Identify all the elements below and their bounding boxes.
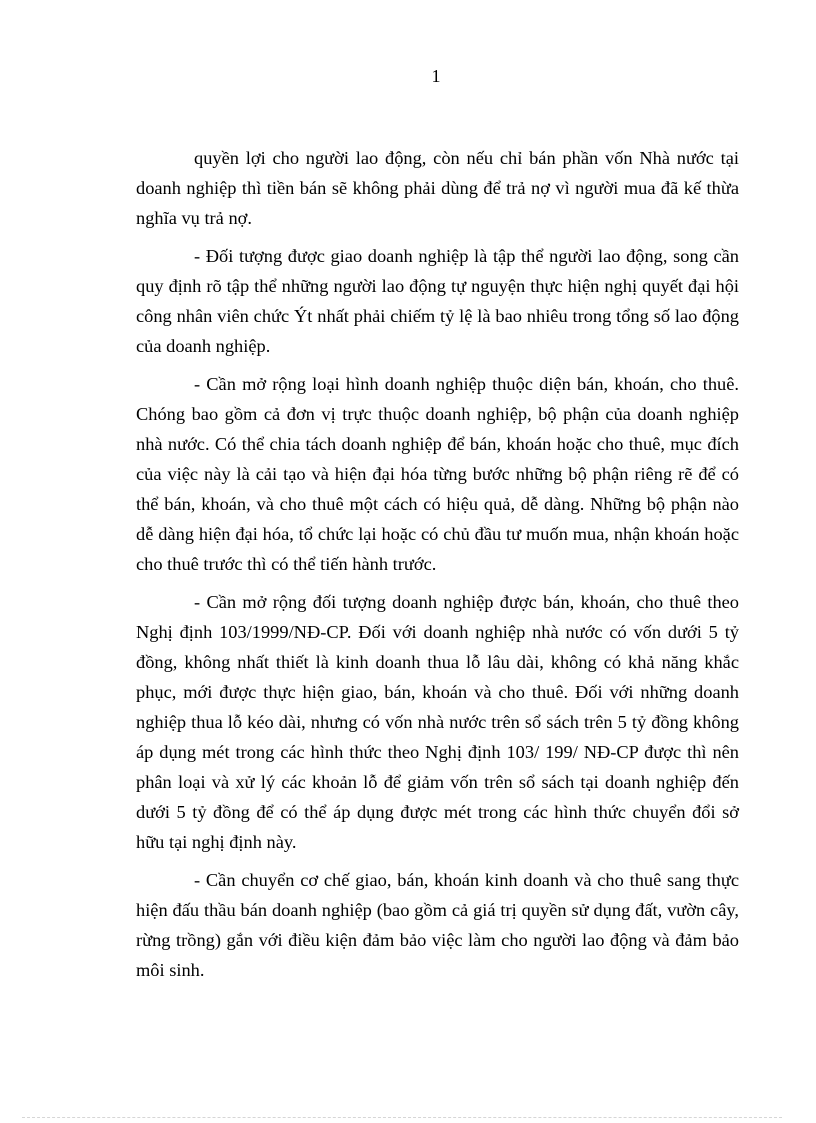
paragraph-3: - Cần mở rộng loại hình doanh nghiệp thuộc diện bán, khoán, cho thuê. Chóng bao gồm cả đơn vị trực thuộc doanh nghiệp, bộ phận của doanh nghiệp nhà nước. Có thể chia tách doanh nghiệp để bán, khoán hoặc cho thuê, mục đích của việc này là cải tạo và hiện đại hóa từng bước những bộ phận riêng rẽ để có thể bán, khoán, và cho thuê một cách có hiệu quả, dễ dàng. Những bộ phận nào dễ dàng hiện đại hóa, tổ chức lại hoặc có chủ đầu tư muốn mua, nhận khoán hoặc cho thuê trước thì có thể tiến hành trước. xyxy=(136,374,739,574)
paragraph-5: - Cần chuyển cơ chế giao, bán, khoán kinh doanh và cho thuê sang thực hiện đấu thầu bán doanh nghiệp (bao gồm cả giá trị quyền sử dụng đất, vườn cây, rừng trồng) gắn với điều kiện đảm bảo việc làm cho người lao động và đảm bảo môi sinh. xyxy=(136,870,739,980)
paragraph-4: - Cần mở rộng đối tượng doanh nghiệp được bán, khoán, cho thuê theo Nghị định 103/1999/NĐ-CP. Đối với doanh nghiệp nhà nước có vốn dưới 5 tỷ đồng, không nhất thiết là kinh doanh thua lỗ lâu dài, không có khả năng khắc phục, mới được thực hiện giao, bán, khoán và cho thuê. Đối với những doanh nghiệp thua lỗ kéo dài, nhưng có vốn nhà nước trên sổ sách trên 5 tỷ đồng không áp dụng mét trong các hình thức theo Nghị định 103/ 199/ NĐ-CP được thì nên phân loại và xử lý các khoản lỗ để giảm vốn trên sổ sách tại doanh nghiệp đến dưới 5 tỷ đồng để có thể áp dụng được mét trong các hình thức chuyển đổi sở hữu tại nghị định này. xyxy=(136,592,739,852)
page-number: 1 xyxy=(431,66,441,86)
paragraph-2: - Đối tượng được giao doanh nghiệp là tập thể người lao động, song cần quy định rõ tập thể những người lao động tự nguyện thực hiện nghị quyết đại hội công nhân viên chức Ýt nhất phải chiếm tỷ lệ là bao nhiêu trong tổng số lao động của doanh nghiệp. xyxy=(136,246,739,356)
page-bottom-divider xyxy=(22,1117,782,1118)
document-body xyxy=(136,143,739,993)
paragraph-1: quyền lợi cho người lao động, còn nếu chỉ bán phần vốn Nhà nước tại doanh nghiệp thì tiền bán sẽ không phải dùng để trả nợ vì người mua đã kế thừa nghĩa vụ trả nợ. xyxy=(136,148,739,228)
